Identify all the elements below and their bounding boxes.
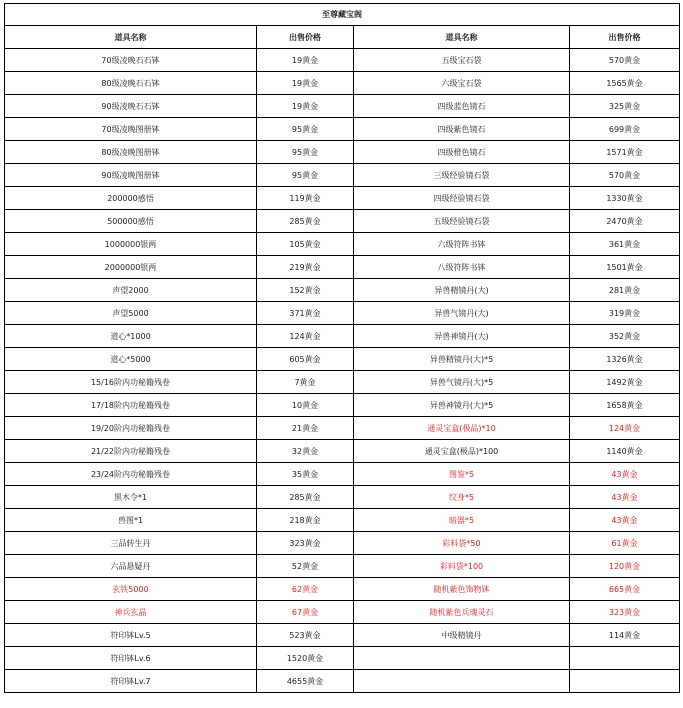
table-row [5,348,680,371]
price-left: 1520黄金 [257,647,354,670]
item-name-left: 500000感悟 [5,210,257,233]
table-row [5,440,680,463]
item-name-right: 异兽精镜丹(大) [354,279,570,302]
table-row [5,302,680,325]
price-left: 124黄金 [257,325,354,348]
item-name-right [354,647,570,670]
price-right: 1492黄金 [570,371,680,394]
price-right: 325黄金 [570,95,680,118]
price-right: 1571黄金 [570,141,680,164]
price-left: 285黄金 [257,486,354,509]
price-right: 43黄金 [570,463,680,486]
price-right: 570黄金 [570,164,680,187]
item-name-left: 1000000银两 [5,233,257,256]
item-name-left: 三品转生丹 [5,532,257,555]
item-name-left: 神兵玄晶 [5,601,257,624]
price-right: 1565黄金 [570,72,680,95]
price-left: 35黄金 [257,463,354,486]
price-left: 19黄金 [257,95,354,118]
item-name-right: 异兽神镜丹(大)*5 [354,394,570,417]
item-name-right: 四级蓝色镜石 [354,95,570,118]
table-row [5,463,680,486]
price-right: 570黄金 [570,49,680,72]
price-right: 114黄金 [570,624,680,647]
table-row [5,486,680,509]
item-name-left: 23/24阶内功秘籍残卷 [5,463,257,486]
price-left: 67黄金 [257,601,354,624]
table-row [5,256,680,279]
item-name-left: 15/16阶内功秘籍残卷 [5,371,257,394]
price-left: 95黄金 [257,141,354,164]
item-name-left: 80级凌晚图册钵 [5,141,257,164]
price-left: 285黄金 [257,210,354,233]
item-name-left: 道心*5000 [5,348,257,371]
price-left: 32黄金 [257,440,354,463]
price-right: 120黄金 [570,555,680,578]
price-right: 1330黄金 [570,187,680,210]
item-name-right: 随机紫色饰物钵 [354,578,570,601]
table-row [5,325,680,348]
price-left: 605黄金 [257,348,354,371]
price-left: 323黄金 [257,532,354,555]
table-body [5,49,680,693]
price-table [4,3,680,693]
item-name-right: 彩料袋*100 [354,555,570,578]
price-left: 95黄金 [257,118,354,141]
header-price-left: 出售价格 [257,26,354,49]
table-title: 至尊藏宝阁 [5,4,680,26]
price-left: 95黄金 [257,164,354,187]
price-left: 21黄金 [257,417,354,440]
table-row [5,670,680,693]
item-name-left: 80级凌晚石石钵 [5,72,257,95]
price-right: 1658黄金 [570,394,680,417]
item-name-right: 图鉴*5 [354,463,570,486]
table-row [5,647,680,670]
item-name-left: 21/22阶内功秘籍残卷 [5,440,257,463]
price-right [570,647,680,670]
price-right: 43黄金 [570,486,680,509]
price-right: 323黄金 [570,601,680,624]
price-table-container [4,3,680,693]
item-name-left: 90级凌晚图册钵 [5,164,257,187]
header-price-right: 出售价格 [570,26,680,49]
table-row [5,394,680,417]
price-right: 1501黄金 [570,256,680,279]
item-name-left: 2000000银两 [5,256,257,279]
price-right: 1140黄金 [570,440,680,463]
price-right: 124黄金 [570,417,680,440]
table-row [5,417,680,440]
price-left: 52黄金 [257,555,354,578]
item-name-left: 200000感悟 [5,187,257,210]
price-left: 119黄金 [257,187,354,210]
item-name-left: 声望5000 [5,302,257,325]
price-left: 10黄金 [257,394,354,417]
table-row [5,72,680,95]
table-row [5,164,680,187]
item-name-right: 异兽气镜丹(大)*5 [354,371,570,394]
table-row [5,210,680,233]
table-row [5,279,680,302]
item-name-left: 符印钵Lv.7 [5,670,257,693]
item-name-left: 六品悬疑丹 [5,555,257,578]
table-row [5,601,680,624]
table-row [5,49,680,72]
price-right: 61黄金 [570,532,680,555]
price-right [570,670,680,693]
header-item-name-right: 道具名称 [354,26,570,49]
price-left: 19黄金 [257,49,354,72]
item-name-right: 三级经验镜石袋 [354,164,570,187]
table-row [5,555,680,578]
price-left: 371黄金 [257,302,354,325]
price-right: 1326黄金 [570,348,680,371]
item-name-right: 六级宝石袋 [354,72,570,95]
item-name-left: 70级凌晚图册钵 [5,118,257,141]
price-left: 523黄金 [257,624,354,647]
table-header-row [5,26,680,49]
item-name-left: 19/20阶内功秘籍残卷 [5,417,257,440]
price-right: 699黄金 [570,118,680,141]
price-left: 19黄金 [257,72,354,95]
table-row [5,141,680,164]
item-name-left: 90级凌晚石石钵 [5,95,257,118]
table-row [5,371,680,394]
table-row [5,509,680,532]
price-left: 7黄金 [257,371,354,394]
price-left: 152黄金 [257,279,354,302]
item-name-right: 暗器*5 [354,509,570,532]
price-right: 43黄金 [570,509,680,532]
table-row [5,532,680,555]
price-left: 105黄金 [257,233,354,256]
price-left: 4655黄金 [257,670,354,693]
price-right: 2470黄金 [570,210,680,233]
table-row [5,187,680,210]
item-name-right: 通灵宝盒(极品)*100 [354,440,570,463]
item-name-left: 道心*1000 [5,325,257,348]
item-name-left: 兽图*1 [5,509,257,532]
item-name-right: 四级橙色镜石 [354,141,570,164]
table-row [5,233,680,256]
item-name-right: 八级符阵书钵 [354,256,570,279]
item-name-left: 17/18阶内功秘籍残卷 [5,394,257,417]
item-name-right: 异兽精镜丹(大)*5 [354,348,570,371]
item-name-left: 玄铁5000 [5,578,257,601]
item-name-left: 70级凌晚石石钵 [5,49,257,72]
item-name-right: 彩料袋*50 [354,532,570,555]
item-name-right: 通灵宝盒(极品)*10 [354,417,570,440]
item-name-right [354,670,570,693]
table-row [5,578,680,601]
item-name-left: 符印钵Lv.5 [5,624,257,647]
item-name-right: 六级符阵书钵 [354,233,570,256]
item-name-left: 声望2000 [5,279,257,302]
header-item-name-left: 道具名称 [5,26,257,49]
item-name-right: 四级经验镜石袋 [354,187,570,210]
item-name-right: 四级紫色镜石 [354,118,570,141]
item-name-right: 异兽气镜丹(大) [354,302,570,325]
table-row [5,95,680,118]
table-row [5,624,680,647]
price-right: 665黄金 [570,578,680,601]
item-name-right: 异兽神镜丹(大) [354,325,570,348]
item-name-left: 符印钵Lv.6 [5,647,257,670]
price-right: 361黄金 [570,233,680,256]
item-name-right: 随机紫色兵魂灵石 [354,601,570,624]
price-left: 219黄金 [257,256,354,279]
item-name-right: 五级经验镜石袋 [354,210,570,233]
table-title-row [5,4,680,26]
price-right: 281黄金 [570,279,680,302]
item-name-right: 中级精镜丹 [354,624,570,647]
price-right: 352黄金 [570,325,680,348]
table-row [5,118,680,141]
price-left: 62黄金 [257,578,354,601]
item-name-left: 黑木令*1 [5,486,257,509]
price-right: 319黄金 [570,302,680,325]
item-name-right: 纹身*5 [354,486,570,509]
price-left: 218黄金 [257,509,354,532]
item-name-right: 五级宝石袋 [354,49,570,72]
